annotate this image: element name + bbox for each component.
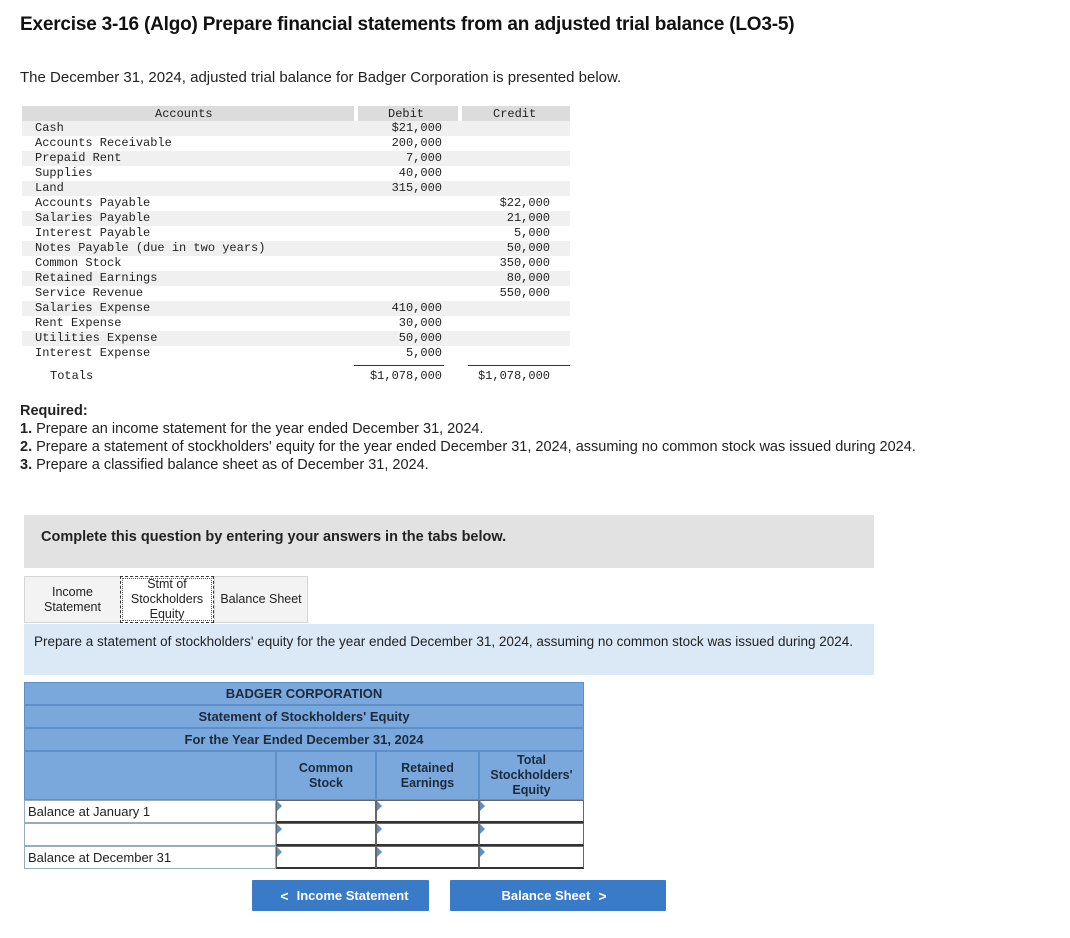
required-heading: Required:	[20, 403, 88, 419]
trial-balance-row	[22, 241, 570, 256]
trial-balance-row	[22, 226, 570, 241]
cell-marker-icon	[277, 801, 282, 811]
totals-debit: $1,078,000	[369, 369, 442, 383]
account-name: Prepaid Rent	[35, 151, 122, 165]
account-name: Cash	[35, 121, 64, 135]
retained-earnings-input[interactable]	[376, 823, 479, 846]
retained-earnings-header: Retained Earnings	[376, 751, 479, 800]
account-name: Retained Earnings	[35, 271, 158, 285]
totals-label: Totals	[50, 369, 94, 383]
debit-amount: 5,000	[405, 346, 442, 360]
debit-amount: 30,000	[398, 316, 442, 330]
debit-amount: 410,000	[391, 301, 442, 315]
trial-balance-row	[22, 331, 570, 346]
trial-balance-header	[22, 106, 570, 121]
trial-balance-row	[22, 316, 570, 331]
label-column-header	[24, 751, 276, 800]
credit-amount: 550,000	[499, 286, 550, 300]
trial-balance-row	[22, 286, 570, 301]
page-title: Exercise 3-16 (Algo) Prepare financial statements from an adjusted trial balance (LO3-5)	[20, 14, 795, 35]
cell-marker-icon	[480, 801, 485, 811]
trial-balance-row	[22, 211, 570, 226]
cell-marker-icon	[377, 824, 382, 834]
account-name: Rent Expense	[35, 316, 122, 330]
common-stock-input[interactable]	[276, 823, 376, 846]
trial-balance-row	[22, 181, 570, 196]
account-name: Notes Payable (due in two years)	[35, 241, 266, 255]
trial-balance-row	[22, 346, 570, 361]
tab-balance-sheet[interactable]: Balance Sheet	[214, 576, 308, 623]
cell-marker-icon	[377, 847, 382, 857]
account-name: Interest Payable	[35, 226, 151, 240]
credit-amount: 50,000	[506, 241, 550, 255]
debit-amount: 315,000	[391, 181, 442, 195]
debit-amount: 50,000	[398, 331, 442, 345]
statement-period: For the Year Ended December 31, 2024	[24, 728, 584, 751]
debit-amount: 200,000	[391, 136, 442, 150]
required-item-3: 3. Prepare a classified balance sheet as of December 31, 2024.	[20, 457, 429, 473]
account-name: Utilities Expense	[35, 331, 158, 345]
cell-marker-icon	[277, 847, 282, 857]
credit-amount: 80,000	[506, 271, 550, 285]
trial-balance	[22, 106, 570, 387]
trial-balance-row	[22, 256, 570, 271]
chevron-right-icon: >	[598, 887, 607, 904]
debit-header: Debit	[388, 107, 425, 121]
required-section	[20, 402, 970, 474]
tab-income-statement[interactable]: Income Statement	[24, 576, 120, 623]
tab-instruction: Prepare a statement of stockholders' equity for the year ended December 31, 2024, assuming no common stock was issued during 2024.	[24, 624, 874, 675]
account-name: Accounts Receivable	[35, 136, 172, 150]
row-label	[24, 823, 276, 846]
next-balance-sheet-button[interactable]: Balance Sheet >	[450, 880, 666, 911]
trial-balance-row	[22, 166, 570, 181]
row-label: Balance at December 31	[24, 846, 276, 869]
prev-income-statement-button[interactable]: < Income Statement	[252, 880, 429, 911]
statement-name: Statement of Stockholders' Equity	[24, 705, 584, 728]
total-equity-input[interactable]	[479, 846, 584, 869]
debit-amount: 40,000	[398, 166, 442, 180]
debit-amount: 7,000	[405, 151, 442, 165]
required-item-2: 2. Prepare a statement of stockholders' equity for the year ended December 31, 2024, assuming no common stock was issued during 2024.	[20, 439, 916, 455]
credit-amount: $22,000	[499, 196, 550, 210]
common-stock-input[interactable]	[276, 846, 376, 869]
cell-marker-icon	[277, 824, 282, 834]
cell-marker-icon	[480, 824, 485, 834]
account-name: Salaries Expense	[35, 301, 151, 315]
total-equity-input[interactable]	[479, 823, 584, 846]
trial-balance-row	[22, 196, 570, 211]
account-name: Supplies	[35, 166, 93, 180]
debit-amount: $21,000	[391, 121, 442, 135]
account-name: Accounts Payable	[35, 196, 151, 210]
trial-balance-row	[22, 136, 570, 151]
trial-balance-row	[22, 301, 570, 316]
account-name: Common Stock	[35, 256, 122, 270]
cell-marker-icon	[480, 847, 485, 857]
cell-marker-icon	[377, 801, 382, 811]
trial-balance-row	[22, 271, 570, 286]
total-equity-input[interactable]	[479, 800, 584, 823]
instructions-banner: Complete this question by entering your answers in the tabs below.	[24, 515, 874, 568]
total-equity-header: Total Stockholders' Equity	[479, 751, 584, 800]
retained-earnings-input[interactable]	[376, 800, 479, 823]
credit-amount: 350,000	[499, 256, 550, 270]
account-name: Land	[35, 181, 64, 195]
common-stock-input[interactable]	[276, 800, 376, 823]
retained-earnings-input[interactable]	[376, 846, 479, 869]
trial-balance-row	[22, 121, 570, 136]
tab-stockholders-equity[interactable]: Stmt of Stockholders Equity	[120, 576, 214, 623]
totals-row	[22, 365, 570, 387]
chevron-left-icon: <	[280, 887, 289, 904]
credit-amount: 21,000	[506, 211, 550, 225]
intro-text: The December 31, 2024, adjusted trial balance for Badger Corporation is presented below.	[20, 69, 622, 86]
account-name: Salaries Payable	[35, 211, 151, 225]
row-label: Balance at January 1	[24, 800, 276, 823]
common-stock-header: Common Stock	[276, 751, 376, 800]
account-name: Service Revenue	[35, 286, 144, 300]
statement-company: BADGER CORPORATION	[24, 682, 584, 705]
account-name: Interest Expense	[35, 346, 151, 360]
trial-balance-row	[22, 151, 570, 166]
credit-amount: 5,000	[513, 226, 550, 240]
credit-header: Credit	[493, 107, 537, 121]
required-item-1: 1. Prepare an income statement for the year ended December 31, 2024.	[20, 421, 484, 437]
accounts-header: Accounts	[155, 107, 213, 121]
totals-credit: $1,078,000	[477, 369, 550, 383]
